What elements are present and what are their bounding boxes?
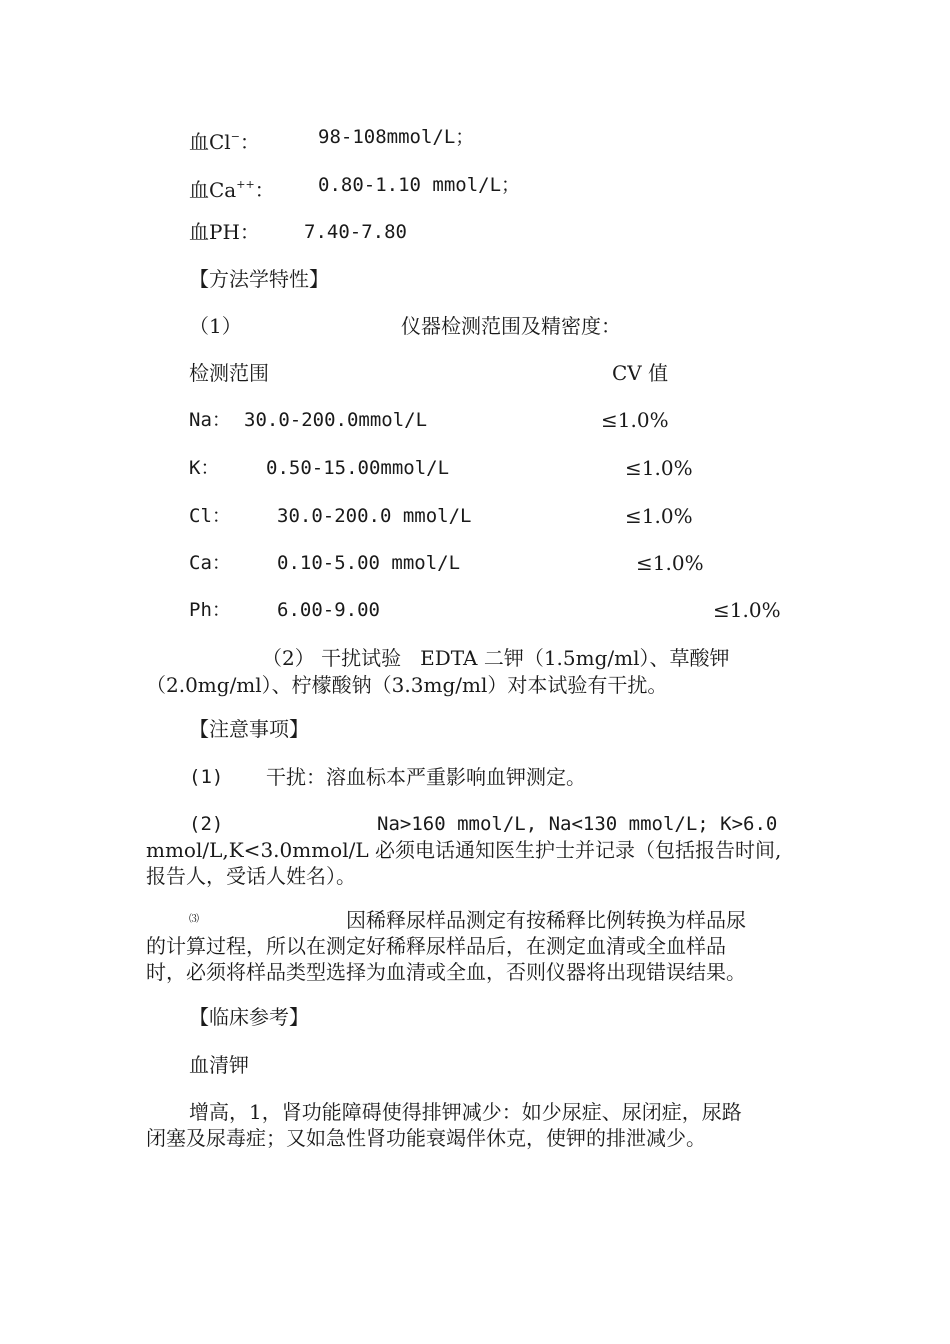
note-2-line3: 报告人，受话人姓名）。 xyxy=(146,864,356,888)
row-ph-analyte: Ph： xyxy=(189,599,231,621)
row-na-analyte: Na： xyxy=(189,409,231,431)
row-cl-analyte: Cl： xyxy=(189,505,231,527)
ref-ca-sep: ： xyxy=(254,178,275,202)
row-ph-range: 6.00-9.00 xyxy=(277,599,380,621)
note-3-number: ⑶ xyxy=(189,914,199,925)
increase-line1: 增高，1，肾功能障碍使得排钾减少：如少尿症、尿闭症，尿路 xyxy=(189,1100,742,1124)
increase-line2: 闭塞及尿毒症；又如急性肾功能衰竭伴休克，使钾的排泄减少。 xyxy=(146,1126,706,1150)
row-na-range: 30.0-200.0mmol/L xyxy=(244,409,428,431)
serum-k-heading: 血清钾 xyxy=(189,1053,249,1077)
ref-ca-label: 血Ca xyxy=(189,178,237,202)
section-heading-method: 【方法学特性】 xyxy=(189,267,329,291)
row-ph-cv: ≤1.0% xyxy=(713,598,781,622)
range-header: 检测范围 xyxy=(189,361,269,385)
note-3-line3: 时，必须将样品类型选择为血清或全血，否则仪器将出现错误结果。 xyxy=(146,960,746,984)
row-ca-cv: ≤1.0% xyxy=(636,551,704,575)
note-1-text: 干扰：溶血标本严重影响血钾测定。 xyxy=(266,765,586,789)
ref-cl-label: 血Cl xyxy=(189,130,231,154)
ref-cl-sup: − xyxy=(230,130,240,143)
note-2-number: (2) xyxy=(189,813,224,835)
ref-ca xyxy=(189,173,275,202)
method-1-text: 仪器检测范围及精密度： xyxy=(401,314,621,338)
row-k-cv: ≤1.0% xyxy=(625,456,693,480)
ref-ca-value: 0.80-1.10 mmol/L； xyxy=(318,174,521,196)
row-ca-range: 0.10-5.00 mmol/L xyxy=(277,552,461,574)
row-k-analyte: K： xyxy=(189,457,220,479)
cv-header: CV 值 xyxy=(612,361,669,385)
method-2-line2: （2.0mg/ml）、柠檬酸钠（3.3mg/ml）对本试验有干扰。 xyxy=(146,673,668,697)
note-3-line2: 的计算过程，所以在测定好稀释尿样品后，在测定血清或全血样品 xyxy=(146,934,726,958)
note-2-line2: mmol/L,K<3.0mmol/L 必须电话通知医生护士并记录（包括报告时间, xyxy=(146,838,782,862)
row-ca-analyte: Ca： xyxy=(189,552,231,574)
note-1-number: (1) xyxy=(189,766,224,788)
ref-cl-sep: ： xyxy=(239,130,260,154)
row-na-cv: ≤1.0% xyxy=(601,408,669,432)
section-heading-notes: 【注意事项】 xyxy=(189,717,309,741)
ref-ph-label: 血PH： xyxy=(189,220,260,244)
row-cl-cv: ≤1.0% xyxy=(625,504,693,528)
method-2-line1: （2） 干扰试验 EDTA 二钾（1.5mg/ml）、草酸钾 xyxy=(262,646,730,670)
ref-ph-value: 7.40-7.80 xyxy=(304,221,407,243)
note-3-line1: 因稀释尿样品测定有按稀释比例转换为样品尿 xyxy=(346,908,746,932)
section-heading-clinical: 【临床参考】 xyxy=(189,1005,309,1029)
method-1-number: （1） xyxy=(189,314,242,338)
ref-cl-value: 98-108mmol/L； xyxy=(318,126,475,148)
ref-cl xyxy=(189,125,260,154)
row-cl-range: 30.0-200.0 mmol/L xyxy=(277,505,472,527)
note-2-line1: Na>160 mmol/L, Na<130 mmol/L; K>6.0 xyxy=(377,813,778,835)
row-k-range: 0.50-15.00mmol/L xyxy=(266,457,450,479)
ref-ca-sup: ++ xyxy=(236,178,255,191)
